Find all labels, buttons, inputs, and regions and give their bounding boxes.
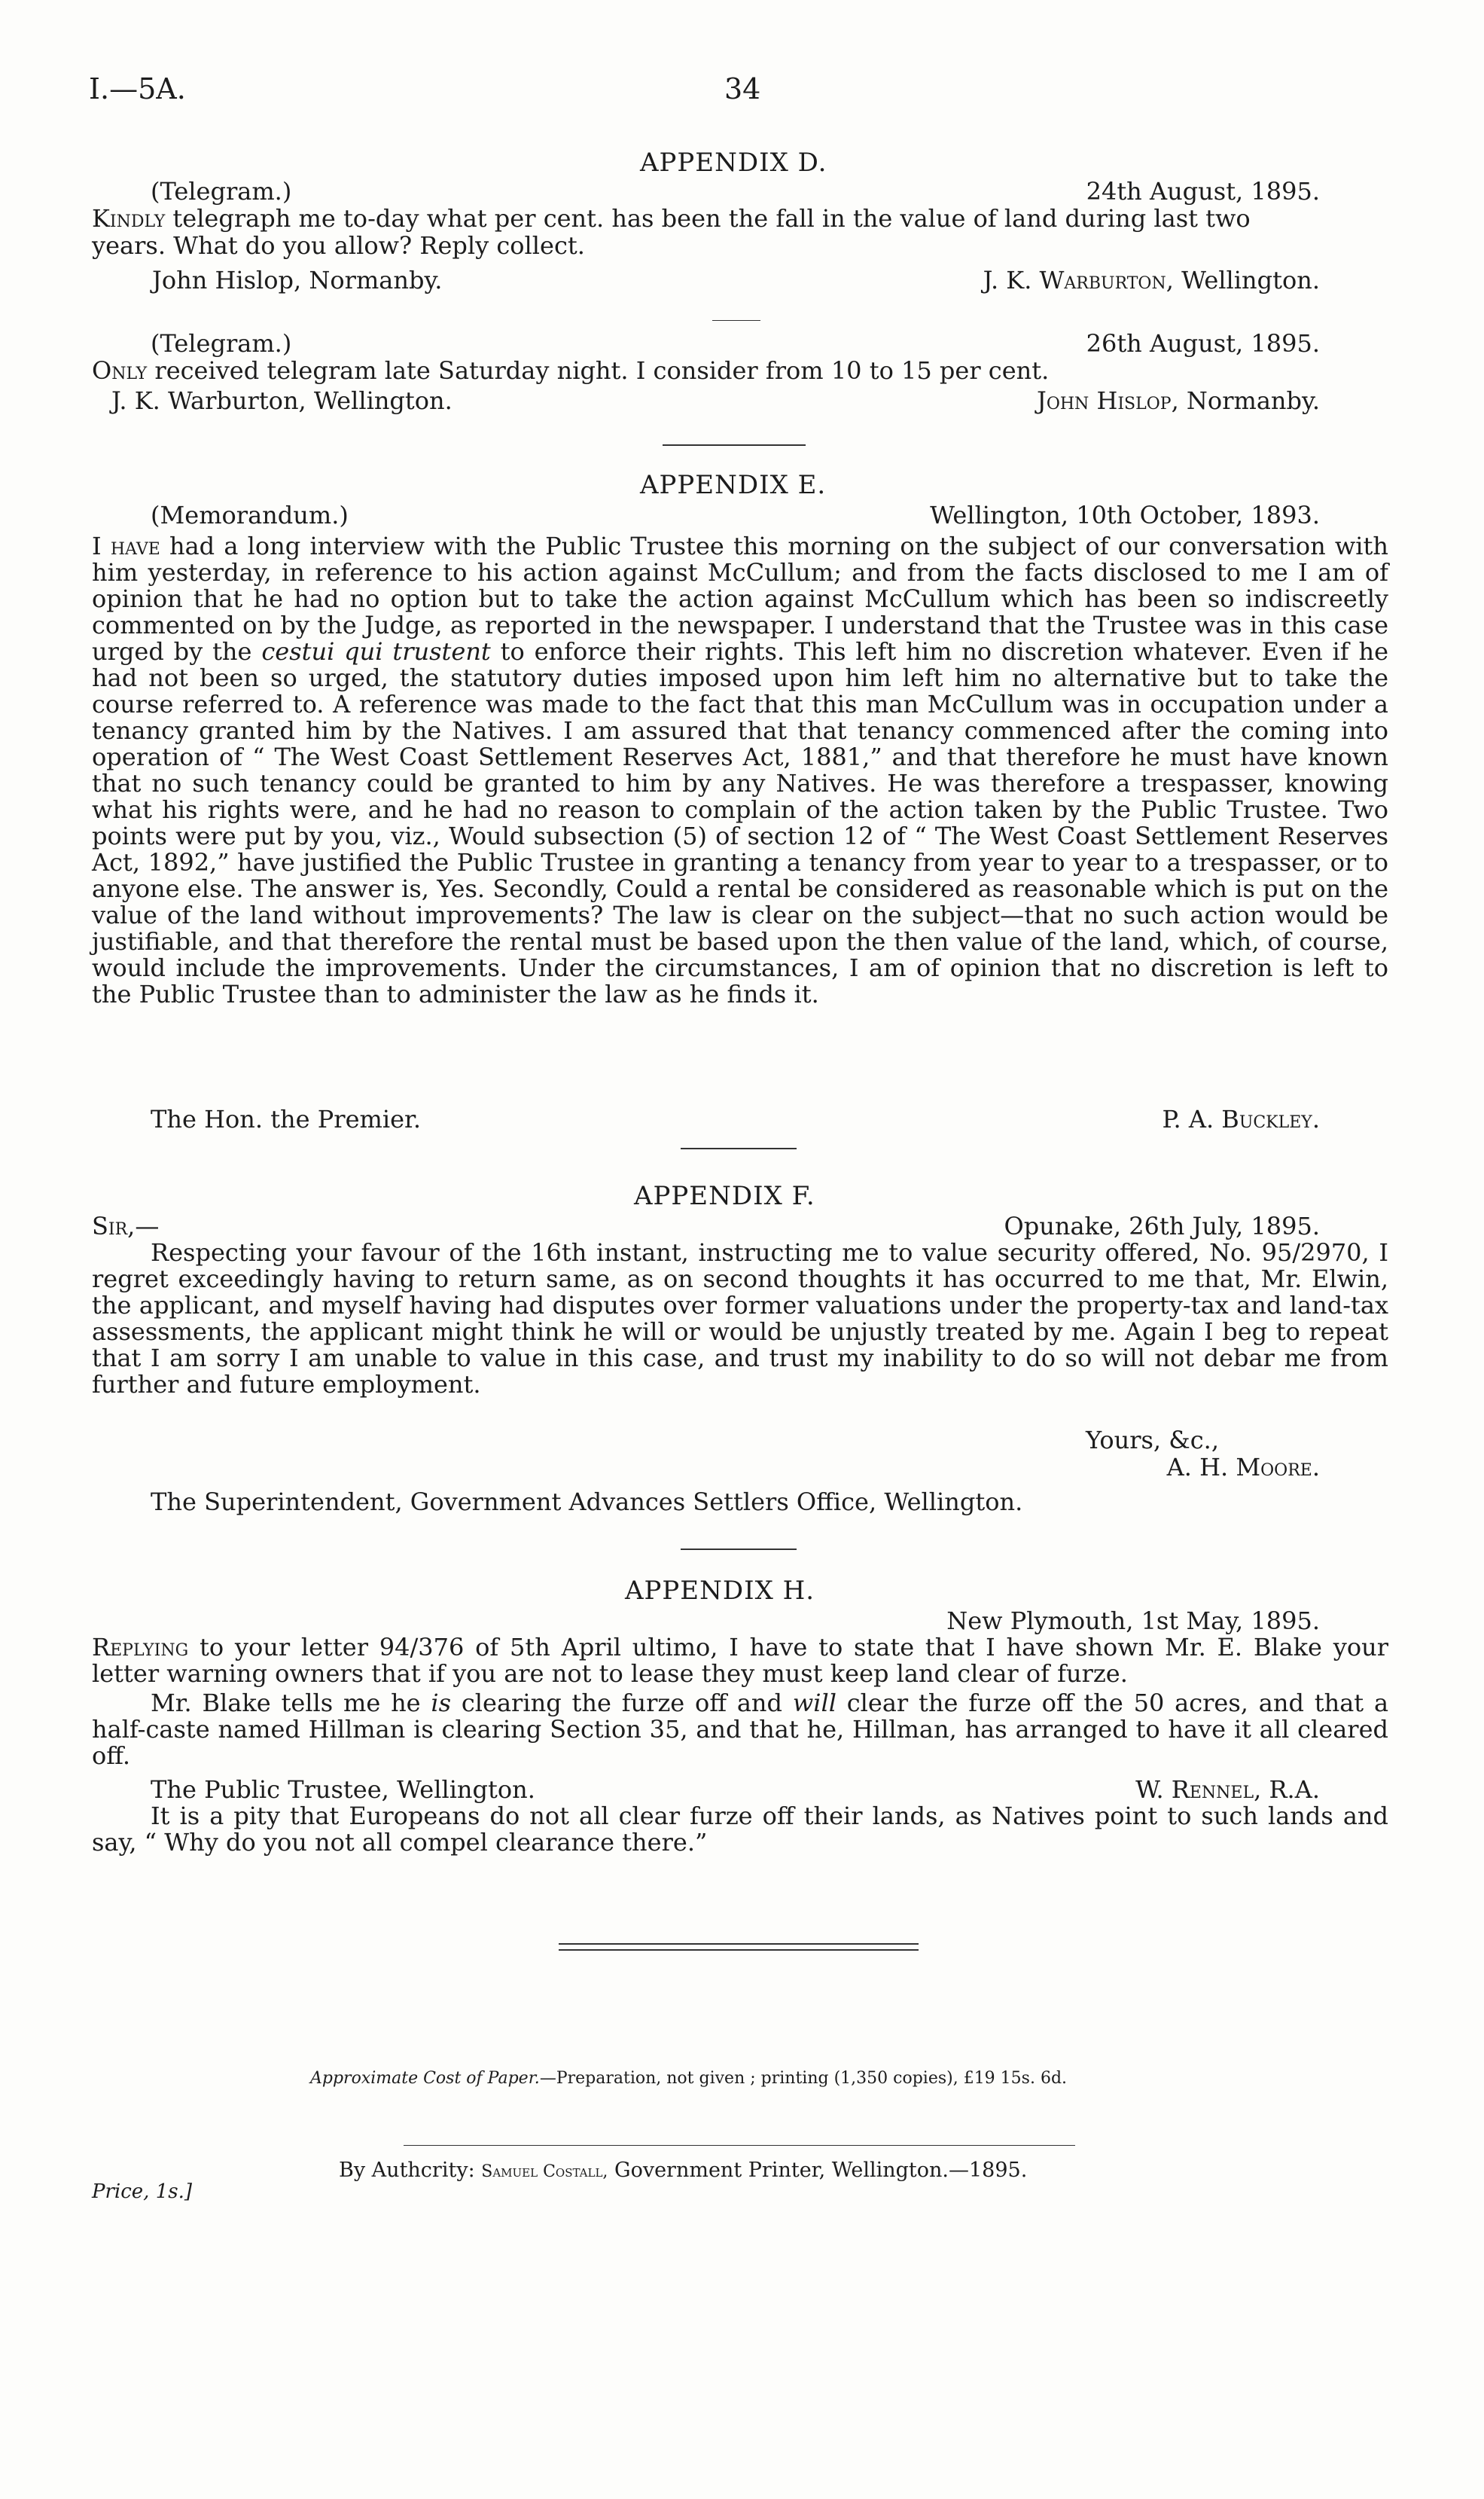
divider: [712, 320, 760, 321]
price-note: Price, 1s.]: [92, 2180, 193, 2203]
closing-rule-top: [559, 1943, 919, 1945]
telegram-2-type: (Telegram.): [151, 329, 292, 358]
printer-imprint: By Authcrity: Samuel Costall, Government Printer, Wellington.—1895.: [339, 2159, 1028, 2182]
divider: [681, 1549, 797, 1550]
memorandum-addressee: The Hon. the Premier.: [151, 1105, 421, 1134]
telegram-2-body: Only received telegram late Saturday night. I consider from 10 to 15 per cent.: [92, 356, 1050, 385]
appendix-e-title: APPENDIX E.: [640, 470, 827, 500]
letter-body: Respecting your favour of the 16th instant, instructing me to value security offered, No. 95/2970, I regret exceedingly having to return same, as on second thoughts it has occurred to me that, Mr. Elwin, the applicant, and myself having had disputes over former valuations under the property-tax and land-tax assessments, the applicant might think he will or would be unjustly treated by me. Again I beg to repeat that I am sorry I am unable to value in this case, and trust my inability to do so will not debar me from further and future employment.: [92, 1238, 1388, 1399]
memorandum-type: (Memorandum.): [151, 501, 349, 529]
letter-addressee: The Superintendent, Government Advances Settlers Office, Wellington.: [151, 1488, 1023, 1516]
telegram-2-recipient: J. K. Warburton, Wellington.: [111, 386, 453, 415]
footer-rule: [404, 2145, 1075, 2146]
appendix-h-paragraph-3: It is a pity that Europeans do not all clear furze off their lands, as Natives point to such lands and say, “ Why do you not all compel clearance there.”: [92, 1802, 1388, 1857]
letter-signature: A. H. Moore.: [1166, 1453, 1320, 1481]
telegram-1-date: 24th August, 1895.: [1086, 177, 1320, 206]
appendix-h-date: New Plymouth, 1st May, 1895.: [946, 1606, 1320, 1635]
appendix-h-addressee: The Public Trustee, Wellington.: [151, 1775, 535, 1804]
appendix-h-signature: W. Rennel, R.A.: [1135, 1775, 1320, 1804]
appendix-f-title: APPENDIX F.: [634, 1181, 815, 1211]
appendix-h-paragraph-1: Replying to your letter 94/376 of 5th April ultimo, I have to state that I have shown Mr. E. Blake your letter warning owners that if you are not to lease they must keep land clear of furze.: [92, 1633, 1388, 1688]
telegram-1-recipient: John Hislop, Normanby.: [152, 266, 443, 294]
memorandum-date: Wellington, 10th October, 1893.: [930, 501, 1320, 529]
letter-date: Opunake, 26th July, 1895.: [1004, 1212, 1320, 1240]
page-number: 34: [724, 72, 761, 105]
letter-salutation: Sir,—: [92, 1212, 160, 1240]
telegram-1-type: (Telegram.): [151, 177, 292, 206]
telegram-1-body-line-1: Kindly telegraph me to-day what per cent. has been the fall in the value of land during last two: [92, 204, 1251, 233]
telegram-2-sender: John Hislop, Normanby.: [1036, 386, 1320, 415]
telegram-1-sender: J. K. Warburton, Wellington.: [983, 266, 1320, 294]
memorandum-signature: P. A. Buckley.: [1162, 1105, 1320, 1134]
appendix-h-paragraph-2: Mr. Blake tells me he is clearing the furze off and will clear the furze off the 50 acres, and that a half-caste named Hillman is clearing Section 35, and that he, Hillman, has arranged to have it all cleared off.: [92, 1689, 1389, 1770]
divider: [681, 1148, 797, 1149]
telegram-1-body-line-2: years. What do you allow? Reply collect.: [92, 231, 585, 260]
appendix-h-title: APPENDIX H.: [625, 1576, 815, 1606]
doc-reference: I.—5A.: [89, 72, 186, 105]
appendix-d-title: APPENDIX D.: [640, 148, 827, 178]
telegram-2-date: 26th August, 1895.: [1086, 329, 1320, 358]
divider: [663, 444, 806, 446]
letter-closing: Yours, &c.,: [1085, 1426, 1219, 1454]
closing-rule-bottom: [559, 1949, 919, 1951]
memorandum-body: I have had a long interview with the Public Trustee this morning on the subject of our conversation with him yesterday, in reference to his action against McCullum; and from the facts disclosed to me I am of opinion that he had no option but to take the action against McCullum which has been so indiscreetly commented on by the Judge, as reported in the newspaper. I understand that the Trustee was in this case urged by the cestui qui trustent to enforce their rights. This left him no discretion whatever. Even if he had not been so urged, the statutory duties imposed upon him left him no alternative but to take the course referred to. A reference was made to the fact that this man McCullum was in occupation under a tenancy granted him by the Natives. I am assured that that tenancy commenced after the coming into operation of “ The West Coast Settlement Reserves Act, 1881,” and that therefore he must have known that no such tenancy could be granted to him by any Natives. He was therefore a trespasser, knowing what his rights were, and he had no reason to complain of the action taken by the Public Trustee. Two points were put by you, viz., Would subsection (5) of section 12 of “ The West Coast Settlement Reserves Act, 1892,” have justified the Public Trustee in granting a tenancy from year to year to a trespasser, or to anyone else. The answer is, Yes. Secondly, Could a rental be considered as reasonable which is put on the value of the land without improvements? The law is clear on the subject—that no such action would be justifiable, and that therefore the rental must be based upon the then value of the land, which, of course, would include the improvements. Under the circumstances, I am of opinion that no discretion is left to the Public Trustee than to administer the law as he finds it.: [92, 532, 1389, 1008]
cost-of-paper-note: Approximate Cost of Paper.—Preparation, not given ; printing (1,350 copies), £19 15s. 6d.: [310, 2069, 1068, 2088]
